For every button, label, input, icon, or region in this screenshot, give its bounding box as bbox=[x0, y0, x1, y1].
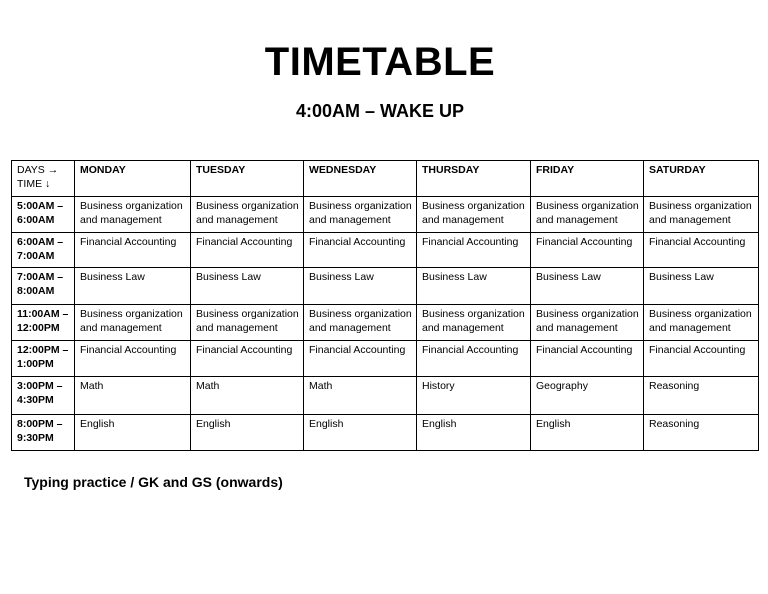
timetable-table bbox=[11, 160, 759, 451]
time-end: 7:00AM bbox=[17, 250, 55, 262]
day-header-monday: MONDAY bbox=[75, 161, 191, 197]
time-end: 4:30PM bbox=[17, 394, 54, 406]
time-cell bbox=[12, 233, 75, 268]
day-header-wednesday: WEDNESDAY bbox=[304, 161, 417, 197]
table-row bbox=[12, 233, 759, 268]
subject-cell: Financial Accounting bbox=[644, 233, 759, 268]
subject-cell: Business Law bbox=[191, 268, 304, 305]
subject-cell: Financial Accounting bbox=[304, 233, 417, 268]
header-row bbox=[12, 161, 759, 197]
subject-cell: Business Law bbox=[417, 268, 531, 305]
time-cell bbox=[12, 377, 75, 415]
time-start: 12:00PM – bbox=[17, 344, 69, 356]
subject-cell: Business Law bbox=[304, 268, 417, 305]
table-row bbox=[12, 341, 759, 377]
subject-cell: English bbox=[304, 415, 417, 451]
time-cell bbox=[12, 197, 75, 233]
subject-cell: Business organization and management bbox=[75, 197, 191, 233]
subject-cell: Business organization and management bbox=[191, 197, 304, 233]
subject-cell: Financial Accounting bbox=[531, 233, 644, 268]
corner-cell bbox=[12, 161, 75, 197]
subject-cell: Business Law bbox=[644, 268, 759, 305]
subject-cell: Financial Accounting bbox=[644, 341, 759, 377]
subject-cell: Business organization and management bbox=[304, 197, 417, 233]
time-end: 8:00AM bbox=[17, 285, 55, 297]
subject-cell: Business organization and management bbox=[644, 197, 759, 233]
subject-cell: Financial Accounting bbox=[417, 341, 531, 377]
subject-cell: Geography bbox=[531, 377, 644, 415]
day-header-saturday: SATURDAY bbox=[644, 161, 759, 197]
subject-cell: Financial Accounting bbox=[75, 341, 191, 377]
time-cell bbox=[12, 415, 75, 451]
time-cell bbox=[12, 268, 75, 305]
time-start: 3:00PM – bbox=[17, 380, 63, 392]
subject-cell: Business organization and management bbox=[304, 305, 417, 341]
corner-days-label: DAYS → bbox=[17, 164, 59, 176]
time-end: 9:30PM bbox=[17, 432, 54, 444]
subject-cell: Math bbox=[75, 377, 191, 415]
subject-cell: Financial Accounting bbox=[191, 341, 304, 377]
subject-cell: Reasoning bbox=[644, 415, 759, 451]
day-header-thursday: THURSDAY bbox=[417, 161, 531, 197]
footer-note: Typing practice / GK and GS (onwards) bbox=[24, 474, 283, 490]
subject-cell: History bbox=[417, 377, 531, 415]
time-start: 5:00AM – bbox=[17, 200, 64, 212]
table-row bbox=[12, 268, 759, 305]
subject-cell: Financial Accounting bbox=[417, 233, 531, 268]
wake-up-subtitle: 4:00AM – WAKE UP bbox=[295, 101, 465, 121]
subject-cell: Math bbox=[304, 377, 417, 415]
time-cell bbox=[12, 341, 75, 377]
subject-cell: Business organization and management bbox=[191, 305, 304, 341]
table-row bbox=[12, 415, 759, 451]
subject-cell: Financial Accounting bbox=[304, 341, 417, 377]
subject-cell: Business organization and management bbox=[417, 305, 531, 341]
day-header-tuesday: TUESDAY bbox=[191, 161, 304, 197]
corner-time-label: TIME ↓ bbox=[17, 178, 51, 190]
time-end: 12:00PM bbox=[17, 322, 60, 334]
subject-cell: Math bbox=[191, 377, 304, 415]
subject-cell: English bbox=[531, 415, 644, 451]
table-row bbox=[12, 197, 759, 233]
time-start: 8:00PM – bbox=[17, 418, 63, 430]
subject-cell: Business organization and management bbox=[531, 305, 644, 341]
day-header-friday: FRIDAY bbox=[531, 161, 644, 197]
subject-cell: Business Law bbox=[75, 268, 191, 305]
subject-cell: Reasoning bbox=[644, 377, 759, 415]
time-end: 6:00AM bbox=[17, 214, 55, 226]
time-start: 7:00AM – bbox=[17, 271, 64, 283]
subject-cell: English bbox=[75, 415, 191, 451]
subject-cell: Financial Accounting bbox=[75, 233, 191, 268]
table-row bbox=[12, 377, 759, 415]
subject-cell: Business organization and management bbox=[531, 197, 644, 233]
page-title: TIMETABLE bbox=[264, 40, 496, 84]
time-start: 11:00AM – bbox=[17, 308, 69, 320]
time-start: 6:00AM – bbox=[17, 236, 64, 248]
subject-cell: Financial Accounting bbox=[531, 341, 644, 377]
table-row bbox=[12, 305, 759, 341]
subject-cell: English bbox=[417, 415, 531, 451]
subject-cell: Business Law bbox=[531, 268, 644, 305]
subject-cell: Business organization and management bbox=[417, 197, 531, 233]
subject-cell: Financial Accounting bbox=[191, 233, 304, 268]
time-end: 1:00PM bbox=[17, 358, 54, 370]
time-cell bbox=[12, 305, 75, 341]
subject-cell: Business organization and management bbox=[644, 305, 759, 341]
subject-cell: Business organization and management bbox=[75, 305, 191, 341]
subject-cell: English bbox=[191, 415, 304, 451]
